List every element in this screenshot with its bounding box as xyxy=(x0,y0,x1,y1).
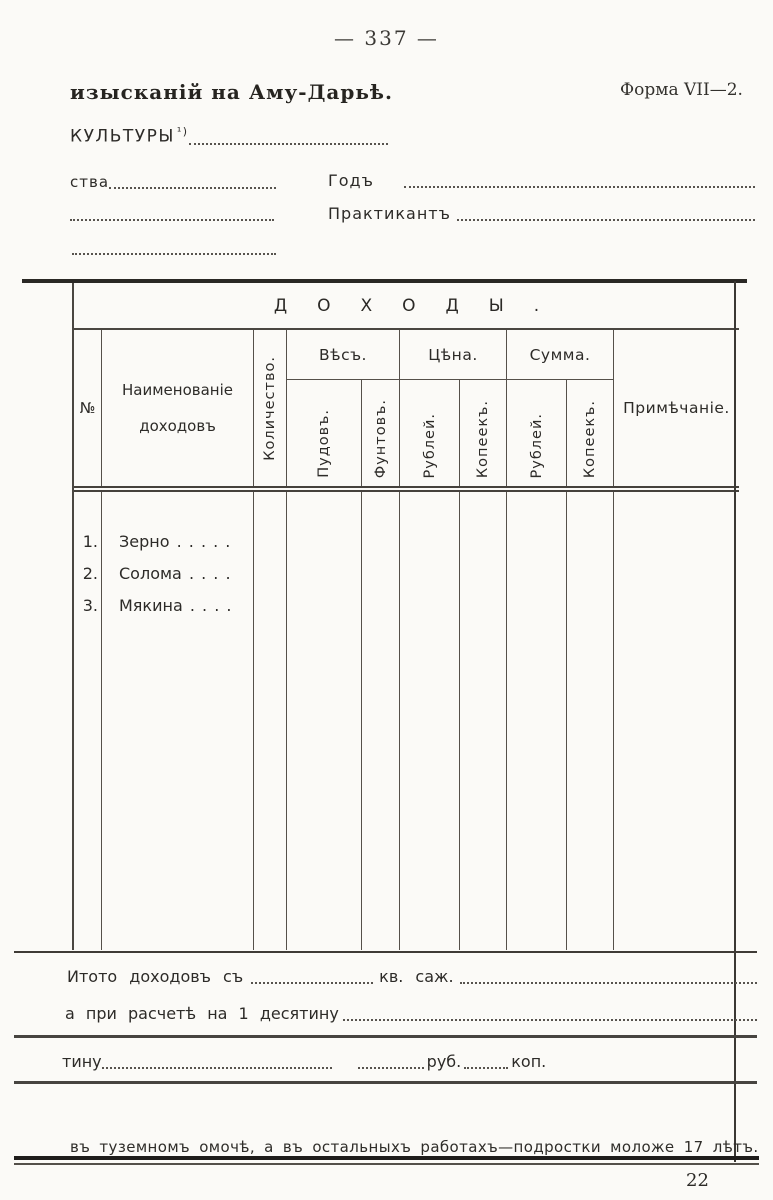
col-header-quantity: Количество. xyxy=(254,330,287,486)
col-header-pudov: Пудовъ. xyxy=(287,380,362,486)
totals-line-2-fill xyxy=(343,1014,757,1021)
blank-fill-line-2 xyxy=(72,248,276,257)
form-reference: Форма VII—2. xyxy=(620,80,743,100)
kopecks-label: коп. xyxy=(511,1052,547,1071)
col-header-sum-kopecks: Копеекъ. xyxy=(567,380,614,486)
row-name: Солома . . . . xyxy=(119,564,231,583)
field-intern xyxy=(328,205,755,223)
table-title: ДОХОДЫ. xyxy=(74,283,739,330)
section-rule-upper xyxy=(14,1035,757,1038)
blank-fill-line-1 xyxy=(70,214,274,223)
group-header-sum: Сумма. xyxy=(507,330,614,380)
year-fill-line xyxy=(404,181,755,188)
tinu-label: тину xyxy=(62,1052,102,1071)
totals-line-2-label: а при расчетѣ на 1 десятину xyxy=(65,1004,339,1023)
col-header-sum-rubles: Рублей. xyxy=(507,380,567,486)
sheet-number: 22 xyxy=(686,1170,709,1191)
body-column-names xyxy=(102,492,254,950)
tinu-fill-1 xyxy=(102,1062,332,1069)
tinu-fill-3 xyxy=(464,1062,508,1069)
footer-note: въ туземномъ омочѣ, а въ остальныхъ работахъ—подростки моложе 17 лѣтъ. xyxy=(70,1138,759,1156)
body-column-price-kopecks xyxy=(460,492,507,950)
body-column-funtov xyxy=(362,492,400,950)
row-number: 2. xyxy=(82,564,98,583)
row-number: 1. xyxy=(82,532,98,551)
stva-label: ства xyxy=(70,173,110,191)
rubles-label: руб. xyxy=(426,1052,462,1071)
col-header-price-rubles: Рублей. xyxy=(400,380,460,486)
table-header xyxy=(74,330,739,486)
row-number: 3. xyxy=(82,596,98,615)
col-header-name: Наименованіе доходовъ xyxy=(102,330,254,486)
field-stva xyxy=(70,174,276,191)
stva-fill-line xyxy=(109,182,276,189)
totals-fill-rest xyxy=(460,977,757,984)
totals-line-1-label: Итото доходовъ съ xyxy=(67,967,244,986)
totals-line-1 xyxy=(67,968,757,986)
year-label: Годъ xyxy=(328,171,374,190)
row-name: Мякина . . . . xyxy=(119,596,232,615)
body-column-numbers xyxy=(74,492,102,950)
totals-unit-label: кв. саж. xyxy=(379,967,454,986)
col-header-funtov: Фунтовъ. xyxy=(362,380,400,486)
field-year xyxy=(328,172,755,190)
group-header-price: Цѣна. xyxy=(400,330,507,380)
table-body xyxy=(74,492,739,950)
per-desyatina-line xyxy=(62,1053,567,1071)
col-header-note: Примѣчаніе. xyxy=(623,399,730,417)
body-column-pudov xyxy=(287,492,362,950)
section-rule-lower xyxy=(14,1081,757,1084)
page-number: — 337 — xyxy=(334,26,439,50)
intern-label: Практикантъ xyxy=(328,204,451,223)
body-column-price-rubles xyxy=(400,492,460,950)
table-right-border xyxy=(734,281,736,1162)
cultures-fill-line xyxy=(189,138,388,145)
intern-fill-line xyxy=(457,214,755,221)
footnote-marker: ¹) xyxy=(176,125,189,138)
income-table xyxy=(72,283,739,950)
body-column-note xyxy=(614,492,739,950)
totals-line-2 xyxy=(65,1005,757,1023)
group-header-weight: Вѣсъ. xyxy=(287,330,400,380)
col-header-number: № xyxy=(74,330,102,486)
tinu-fill-2 xyxy=(358,1062,424,1069)
footer-thick-rule xyxy=(14,1156,759,1165)
body-column-sum-kopecks xyxy=(567,492,614,950)
totals-fill-area xyxy=(251,977,373,984)
field-cultures xyxy=(70,126,388,147)
blank-fill-dots-2 xyxy=(72,248,276,255)
blank-fill-dots-1 xyxy=(70,214,274,221)
col-header-price-kopecks: Копеекъ. xyxy=(460,380,507,486)
cultures-label: КУЛЬТУРЫ $^{^1)}$ xyxy=(70,125,189,147)
table-bottom-rule xyxy=(14,951,757,953)
body-column-sum-rubles xyxy=(507,492,567,950)
row-name: Зерно . . . . . xyxy=(119,532,231,551)
body-column-quantity xyxy=(254,492,287,950)
document-title: изысканій на Аму-Дарьѣ. xyxy=(70,80,393,104)
fill-gap xyxy=(332,1070,358,1071)
